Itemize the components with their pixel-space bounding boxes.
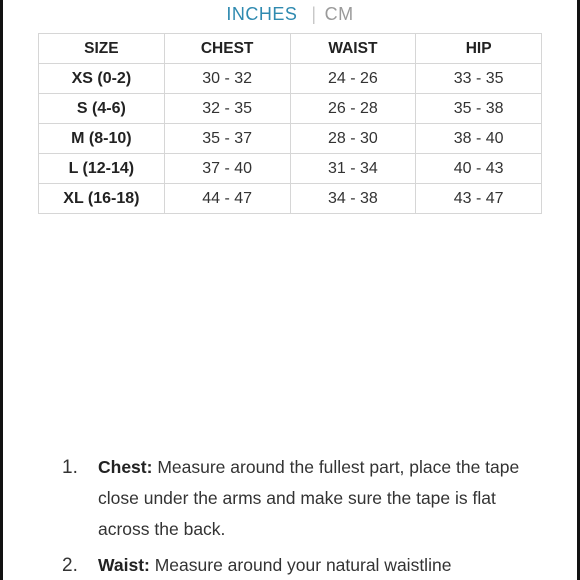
table-row bbox=[39, 124, 542, 154]
header-size: SIZE bbox=[39, 34, 165, 64]
size-label: XS (0-2) bbox=[39, 64, 165, 94]
unit-separator: | bbox=[311, 3, 317, 24]
table-row bbox=[39, 184, 542, 214]
unit-cm-option[interactable]: CM bbox=[324, 3, 354, 24]
instruction-text: Measure around the fullest part, place the tape close under the arms and make sure the tape is flat across the back. bbox=[98, 457, 520, 539]
table-row bbox=[39, 94, 542, 124]
instruction-item-chest bbox=[62, 452, 532, 545]
hip-value: 43 - 47 bbox=[416, 184, 542, 214]
hip-value: 35 - 38 bbox=[416, 94, 542, 124]
hip-value: 33 - 35 bbox=[416, 64, 542, 94]
hip-value: 40 - 43 bbox=[416, 154, 542, 184]
chest-value: 30 - 32 bbox=[164, 64, 290, 94]
waist-value: 28 - 30 bbox=[290, 124, 416, 154]
instruction-number: 1. bbox=[62, 457, 78, 478]
header-chest: CHEST bbox=[164, 34, 290, 64]
chest-value: 32 - 35 bbox=[164, 94, 290, 124]
waist-value: 34 - 38 bbox=[290, 184, 416, 214]
table-row bbox=[39, 64, 542, 94]
chest-value: 37 - 40 bbox=[164, 154, 290, 184]
unit-toggle bbox=[0, 2, 580, 26]
instruction-item-waist bbox=[62, 550, 532, 580]
size-label: M (8-10) bbox=[39, 124, 165, 154]
table-row bbox=[39, 154, 542, 184]
waist-value: 31 - 34 bbox=[290, 154, 416, 184]
measurement-instructions bbox=[62, 452, 532, 580]
instruction-text: Measure around your natural waistline bbox=[154, 555, 452, 575]
instruction-number: 2. bbox=[62, 555, 78, 576]
instruction-term: Chest: bbox=[98, 457, 153, 477]
unit-inches-option[interactable]: INCHES bbox=[226, 3, 298, 24]
hip-value: 38 - 40 bbox=[416, 124, 542, 154]
chest-value: 35 - 37 bbox=[164, 124, 290, 154]
instruction-term: Waist: bbox=[98, 555, 150, 575]
left-edge-border bbox=[0, 0, 3, 580]
table-header-row bbox=[39, 34, 542, 64]
size-chart-table bbox=[38, 33, 542, 214]
waist-value: 24 - 26 bbox=[290, 64, 416, 94]
header-waist: WAIST bbox=[290, 34, 416, 64]
size-label: L (12-14) bbox=[39, 154, 165, 184]
header-hip: HIP bbox=[416, 34, 542, 64]
waist-value: 26 - 28 bbox=[290, 94, 416, 124]
size-label: XL (16-18) bbox=[39, 184, 165, 214]
chest-value: 44 - 47 bbox=[164, 184, 290, 214]
size-label: S (4-6) bbox=[39, 94, 165, 124]
